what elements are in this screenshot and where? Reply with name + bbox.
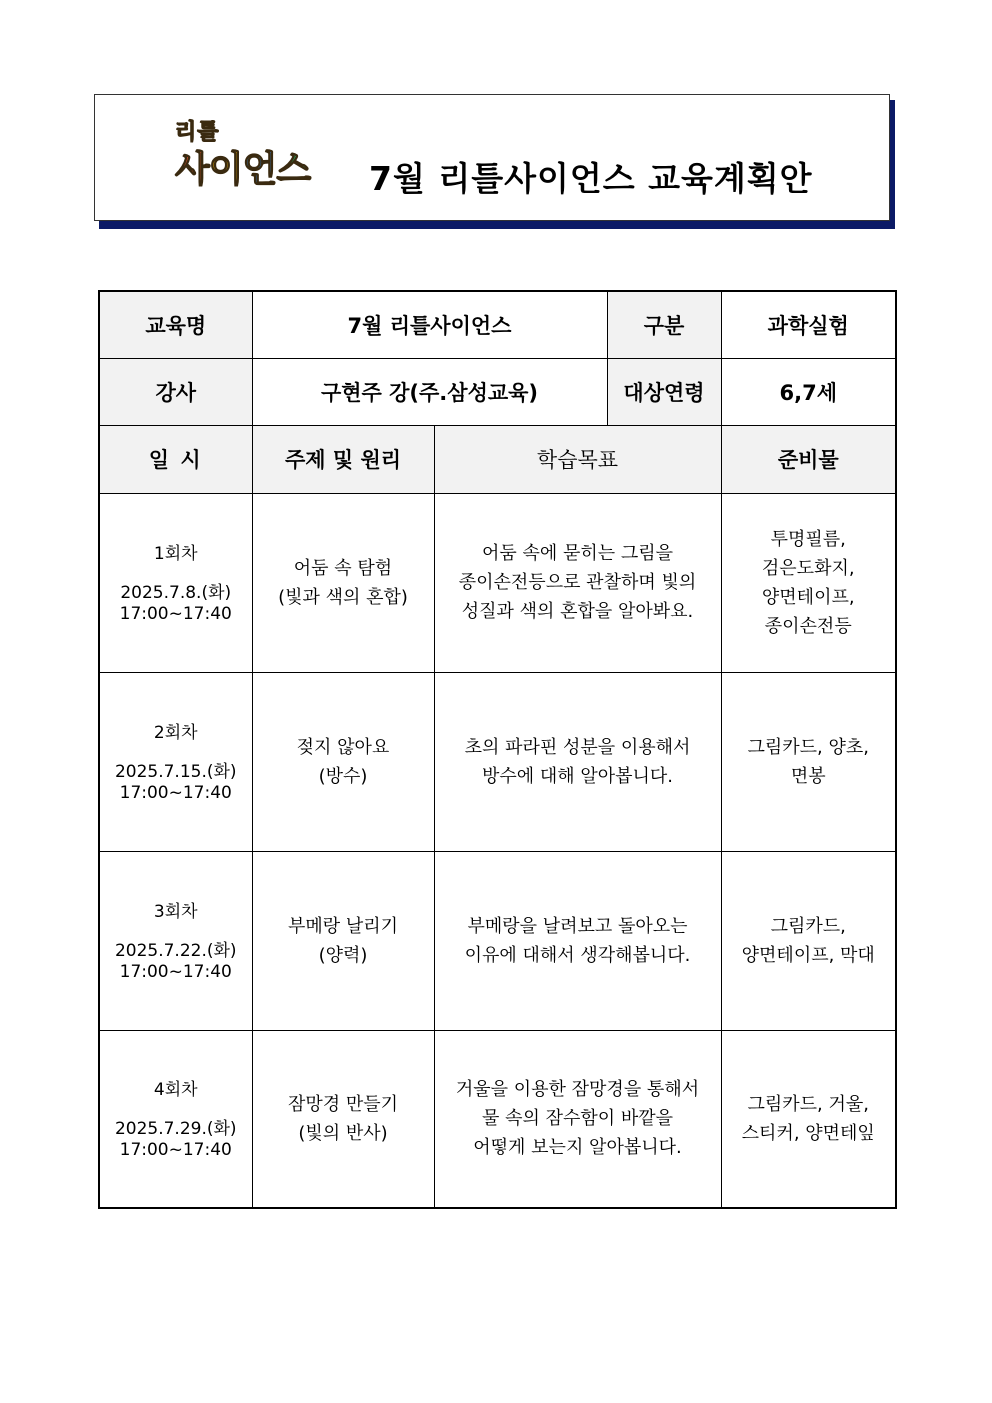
session-goal-line: 어둠 속에 묻히는 그림을 xyxy=(481,543,674,564)
session-materials-line: 그림카드, 거울, xyxy=(747,1093,869,1115)
logo-letter: 리 xyxy=(175,120,198,145)
column-header-date: 일 시 xyxy=(99,425,252,493)
page-title: 7월 리틀사이언스 교육계획안 xyxy=(369,159,813,198)
logo-letter: 언 xyxy=(242,149,277,190)
session-date-cell xyxy=(99,493,252,672)
instructor-label: 강사 xyxy=(99,358,252,425)
session-goal-line: 초의 파라핀 성분을 이용해서 xyxy=(464,736,691,758)
session-goal-line: 물 속의 잠수함이 바깥을 xyxy=(481,1108,674,1130)
course-label: 교육명 xyxy=(99,291,252,358)
session-materials xyxy=(721,1030,896,1208)
session-goal-line: 이유에 대해서 생각해봅니다. xyxy=(464,944,691,966)
session-topic xyxy=(252,851,434,1030)
session-number: 4회차 xyxy=(153,1080,198,1101)
session-materials-line: 그림카드, 양초, xyxy=(747,736,869,758)
logo-letter: 사 xyxy=(175,149,209,190)
category-value: 과학실험 xyxy=(721,291,896,358)
category-label: 구분 xyxy=(607,291,721,358)
instructor-row xyxy=(99,358,896,425)
session-materials-line: 투명필름, xyxy=(770,528,846,550)
session-number: 3회차 xyxy=(153,902,198,922)
session-topic-line: (양력) xyxy=(318,944,368,966)
session-materials-line: 스티커, 양면테잎 xyxy=(741,1122,875,1144)
session-materials-line: 그림카드, xyxy=(770,915,846,937)
session-topic xyxy=(252,493,434,672)
session-materials-line: 양면테이프, xyxy=(761,586,855,608)
instructor-value: 구현주 강(주.삼성교육) xyxy=(252,358,607,425)
session-materials xyxy=(721,672,896,851)
logo-big-text xyxy=(175,141,310,192)
session-topic-line: 젖지 않아요 xyxy=(296,736,390,758)
session-topic-line: (빛의 반사) xyxy=(298,1122,388,1144)
age-value: 6,7세 xyxy=(721,358,896,425)
session-goal xyxy=(434,851,721,1030)
session-materials-line: 종이손전등 xyxy=(764,615,852,637)
title-box xyxy=(94,94,890,221)
session-goal xyxy=(434,672,721,851)
session-goal-line: 성질과 색의 혼합을 알아봐요. xyxy=(461,601,694,622)
session-time: 17:00~17:40 xyxy=(119,604,232,624)
course-value: 7월 리틀사이언스 xyxy=(252,291,607,358)
session-topic-line: 어둠 속 탐험 xyxy=(293,557,393,579)
session-date: 2025.7.8.(화) xyxy=(120,583,232,603)
session-number: 2회차 xyxy=(153,723,198,743)
session-goal-line: 어떻게 보는지 알아봅니다. xyxy=(473,1137,682,1159)
session-goal xyxy=(434,493,721,672)
session-row xyxy=(99,1030,896,1208)
session-time: 17:00~17:40 xyxy=(119,783,232,803)
session-row xyxy=(99,672,896,851)
session-topic xyxy=(252,672,434,851)
session-goal xyxy=(434,1030,721,1208)
session-materials-line: 양면테이프, 막대 xyxy=(741,944,875,966)
course-row xyxy=(99,291,896,358)
session-date: 2025.7.22.(화) xyxy=(114,941,237,961)
session-materials xyxy=(721,851,896,1030)
session-goal-line: 방수에 대해 알아봅니다. xyxy=(481,765,674,787)
session-topic-line: 부메랑 날리기 xyxy=(287,915,399,937)
session-date: 2025.7.29.(화) xyxy=(114,1119,237,1140)
age-label: 대상연령 xyxy=(607,358,721,425)
session-date-cell xyxy=(99,672,252,851)
education-plan-table xyxy=(98,290,897,1209)
session-rows xyxy=(99,493,896,1208)
session-materials-line: 면봉 xyxy=(790,765,826,787)
session-row xyxy=(99,493,896,672)
session-goal-line: 부메랑을 날려보고 돌아오는 xyxy=(467,915,688,937)
session-topic-line: 잠망경 만들기 xyxy=(287,1093,399,1115)
session-topic-line: (빛과 색의 혼합) xyxy=(278,586,408,608)
little-science-logo xyxy=(175,115,335,201)
logo-letter: 틀 xyxy=(197,120,220,145)
column-header-materials: 준비물 xyxy=(721,425,896,493)
column-header-goal: 학습목표 xyxy=(434,425,721,493)
column-header-topic: 주제 및 원리 xyxy=(252,425,434,493)
session-time: 17:00~17:40 xyxy=(119,1140,232,1161)
session-date-cell xyxy=(99,851,252,1030)
session-number: 1회차 xyxy=(153,544,198,564)
session-topic-line: (방수) xyxy=(318,765,368,787)
session-materials xyxy=(721,493,896,672)
session-date: 2025.7.15.(화) xyxy=(114,762,237,782)
session-date-cell xyxy=(99,1030,252,1208)
session-topic xyxy=(252,1030,434,1208)
session-goal-line: 거울을 이용한 잠망경을 통해서 xyxy=(455,1079,700,1101)
session-row xyxy=(99,851,896,1030)
session-time: 17:00~17:40 xyxy=(119,962,232,982)
logo-letter: 스 xyxy=(276,149,311,190)
session-materials-line: 검은도화지, xyxy=(761,557,855,579)
column-header-row xyxy=(99,425,896,493)
logo-letter: 이 xyxy=(208,149,243,190)
session-goal-line: 종이손전등으로 관찰하며 빛의 xyxy=(458,572,697,593)
